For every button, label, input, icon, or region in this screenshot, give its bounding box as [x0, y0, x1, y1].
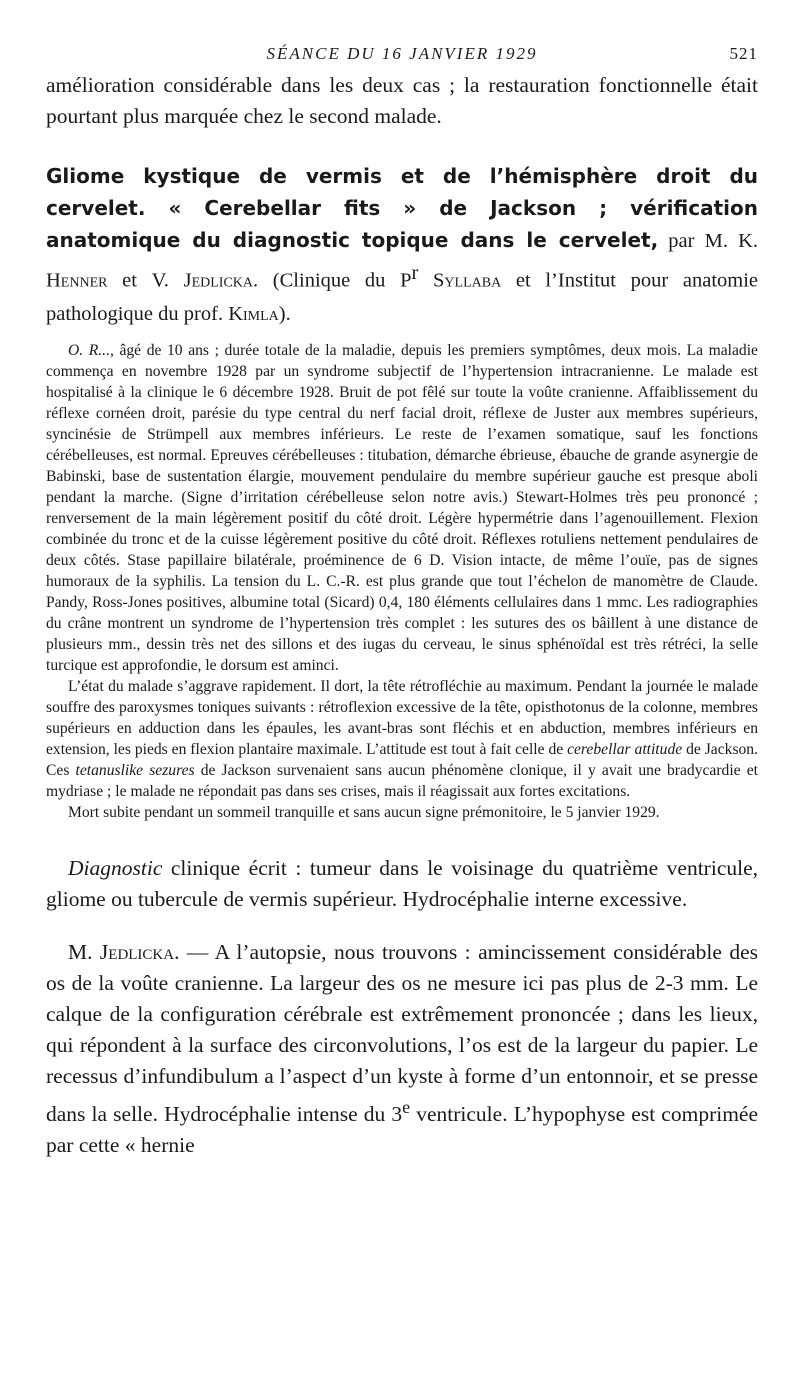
- title-bold: Gliome kystique de vermis et de l’hémisphère droit du cervelet. « Cerebellar fits » de Jackson ; vérification anatomique du diagnostic topique dans le cervelet,: [46, 164, 758, 252]
- affiliation-kimla: Kimla: [228, 302, 279, 325]
- case-text-1: âgé de 10 ans ; durée totale de la maladie, depuis les premiers symptômes, deux mois. La maladie commença en novembre 1928 par un syndrome subjectif de l’hypertension intracranienne. Le malade est hospitalisé à la clinique le 6 décembre 1928. Bruit de pot fêlé sur toute la voûte cranienne. Affaiblissement du réflexe cornéen droit, parésie du type central du nerf facial droit, réflexe de Juster aux membres supérieurs, syncinésie de Strümpell aux membres inférieurs. Le reste de l’examen somatique, sauf les fonctions cérébelleuses, est normal. Epreuves cérébelleuses : titubation, démarche ébrieuse, ébauche de grande asynergie de Babinski, base de sustentation élargie, mouvement pendulaire du membre supérieur gauche est presque aboli pendant la marche. (Signe d’irritation cérébelleuse selon notre avis.) Stewart-Holmes très peu prononcé ; renversement de la main légèrement positif du côté droit. Légère hypermétrie dans l’agenouillement. Flexion combinée du tronc et de la cuisse légèrement positive du côté droit. Réflexes rotuliens nettement pendulaires de deux côtés. Stase papillaire bilatérale, proéminence de 6 D. Vision intacte, de même l’ouïe, pas de signes humoraux de la syphilis. La tension du L. C.-R. est plus grande que tout l’échelon de manomètre de Claude. Pandy, Ross-Jones positives, albumine total (Sicard) 0,4, 180 éléments cellulaires dans 1 mmc. Les radiographies du crâne montrent un syndrome de l’hypertension très complet : les sutures des os bâillent à une distance de plusieurs mm., dessin très net des sillons et des iugas du cerveau, le sinus sphénoïdal est très rétréci, la selle turcique est approfondie, le dorsum est aminci.: [46, 341, 758, 674]
- case-paragraph-1: [46, 340, 758, 676]
- autopsy-paragraph: [46, 937, 758, 1161]
- diagnosis-paragraph: [46, 853, 758, 915]
- diagnosis-text: clinique écrit : tumeur dans le voisinage du quatrième ventricule, gliome ou tubercule de vermis supérieur. Hydrocéphalie interne excessive.: [46, 855, 758, 911]
- case-text-2a: L’état du malade s’aggrave rapidement. Il dort, la tête rétrofléchie au maximum. Pendant la journée le malade souffre des paroxysmes toniques suivants : rétroflexion excessive de la tête, opisthotonus de la colonne, membres supérieurs en adduction dans les épaules, les avant-bras sont fléchis et en abduction, membres inférieurs en extension, les pieds en flexion plantaire maximale. L’attitude est tout à fait celle de: [46, 677, 758, 758]
- tetanuslike-sezures: tetanuslike sezures: [75, 761, 195, 779]
- diagnosis-label: Diagnostic: [68, 855, 163, 880]
- autopsy-sup: e: [402, 1096, 411, 1117]
- author-jedlicka: V. Jedlicka.: [151, 269, 259, 292]
- affiliation-4: ).: [278, 302, 291, 325]
- autopsy-speaker: M. Jedlicka.: [68, 939, 180, 964]
- lead-paragraph: amélioration considérable dans les deux cas ; la restauration fonctionnelle était pourtant plus marquée chez le second malade.: [46, 73, 758, 128]
- affiliation-2: [418, 270, 433, 292]
- case-paragraph-3: Mort subite pendant un sommeil tranquille et sans aucun signe prémonitoire, le 5 janvier 1929.: [68, 803, 660, 821]
- page: [46, 44, 758, 1161]
- case-text-2c: de Jackson survenaient sans aucun phénomène clonique, il y avait une bradycardie et mydriase ; le malade ne répondait pas dans ses crises, mais il réagissait aux fortes excitations.: [46, 761, 758, 800]
- author-henner: K. Henner: [46, 230, 758, 292]
- article-title: [46, 160, 758, 330]
- patient-initials: O. R...,: [68, 341, 114, 359]
- autopsy-text-b: ventricule. L’hypophyse est comprimée par cette « hernie: [46, 1101, 759, 1157]
- running-header: [46, 44, 758, 70]
- cerebellar-attitude: cerebellar attitude: [567, 740, 683, 758]
- affiliation-1: (Clinique du P: [258, 269, 412, 292]
- affiliation-syllaba: Syllaba: [433, 269, 502, 292]
- case-paragraph-2: [46, 676, 758, 802]
- case-text-2b: de Jackson. Ces: [46, 740, 758, 779]
- affiliation-sup: r: [411, 262, 419, 284]
- running-title: SÉANCE DU 16 JANVIER 1929: [266, 44, 538, 63]
- title-par: par M.: [658, 230, 739, 252]
- autopsy-text-a: — A l’autopsie, nous trouvons : amincissement considérable des os de la voûte cranienne. La largeur des os ne mesure ici pas plus de 2-3 mm. Le calque de la configuration cérébrale est extrêmement prononcée ; dans les lieux, qui répondent à la surface des circonvolutions, l’os est de la largeur du papier. Le recessus d’infundibulum a l’aspect d’un kyste à forme d’un entonnoir, et se presse dans la selle. Hydrocéphalie intense du 3: [46, 939, 758, 1126]
- affiliation-3: et l’Institut pour anatomie pathologique du prof.: [46, 269, 759, 325]
- page-number: 521: [729, 44, 758, 63]
- title-and: et: [107, 269, 152, 292]
